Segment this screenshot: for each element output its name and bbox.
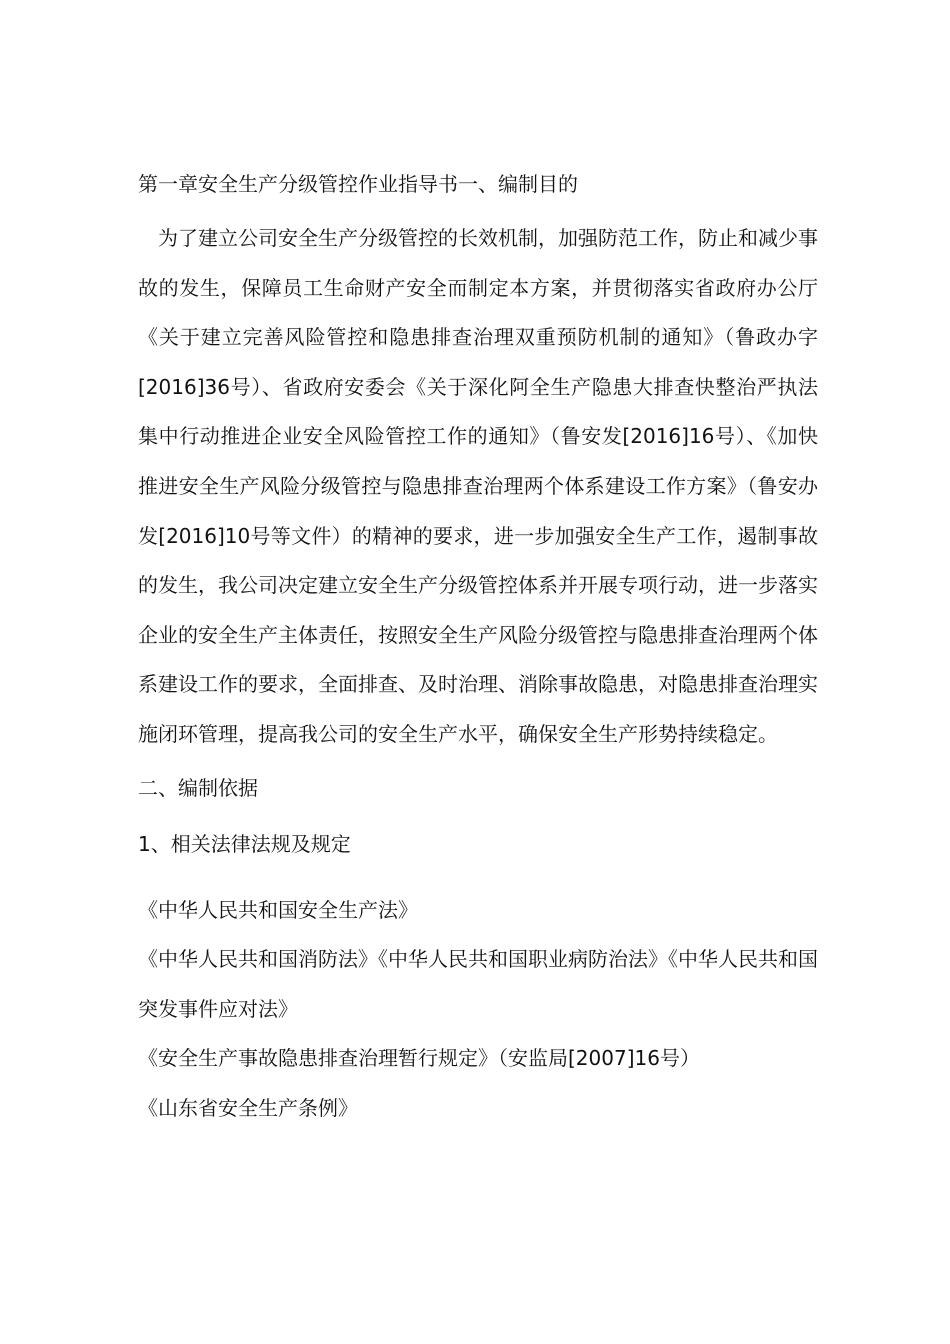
reference-item: 《山东省安全生产条例》	[138, 1095, 358, 1120]
reference-item: 《安全生产事故隐患排查治理暂行规定》（安监局[2007]16号）	[138, 1046, 700, 1071]
reference-list	[138, 886, 818, 1134]
chapter-heading: 第一章安全生产分级管控作业指导书一、编制目的	[138, 172, 578, 196]
subsection-one-title: 1、相关法律法规及规定	[138, 831, 351, 856]
reference-item: 《中华人民共和国安全生产法》	[138, 897, 418, 922]
document-content	[138, 168, 818, 1134]
section-two-title: 二、编制依据	[138, 775, 258, 800]
purpose-paragraph: 为了建立公司安全生产分级管控的长效机制，加强防范工作，防止和减少事故的发生，保障员工生命财产安全而制定本方案，并贯彻落实省政府办公厅《关于建立完善风险管控和隐患排查治理双重预防机制的通知》（鲁政办字[2016]36号）、省政府安委会《关于深化阿全生产隐患大排查快整治严执法集中行动推进企业安全风险管控工作的通知》（鲁安发[2016]16号）、《加快推进安全生产风险分级管控与隐患排查治理两个体系建设工作方案》（鲁安办发[2016]10号等文件）的精神的要求，进一步加强安全生产工作，遏制事故的发生，我公司决定建立安全生产分级管控体系并开展专项行动，进一步落实企业的安全生产主体责任，按照安全生产风险分级管控与隐患排查治理两个体系建设工作的要求，全面排查、及时治理、消除事故隐患，对隐患排查治理实施闭环管理，提高我公司的安全生产水平，确保安全生产形势持续稳定。	[138, 226, 818, 746]
reference-item: 《中华人民共和国消防法》《中华人民共和国职业病防治法》《中华人民共和国突发事件应对法》	[138, 947, 818, 1021]
